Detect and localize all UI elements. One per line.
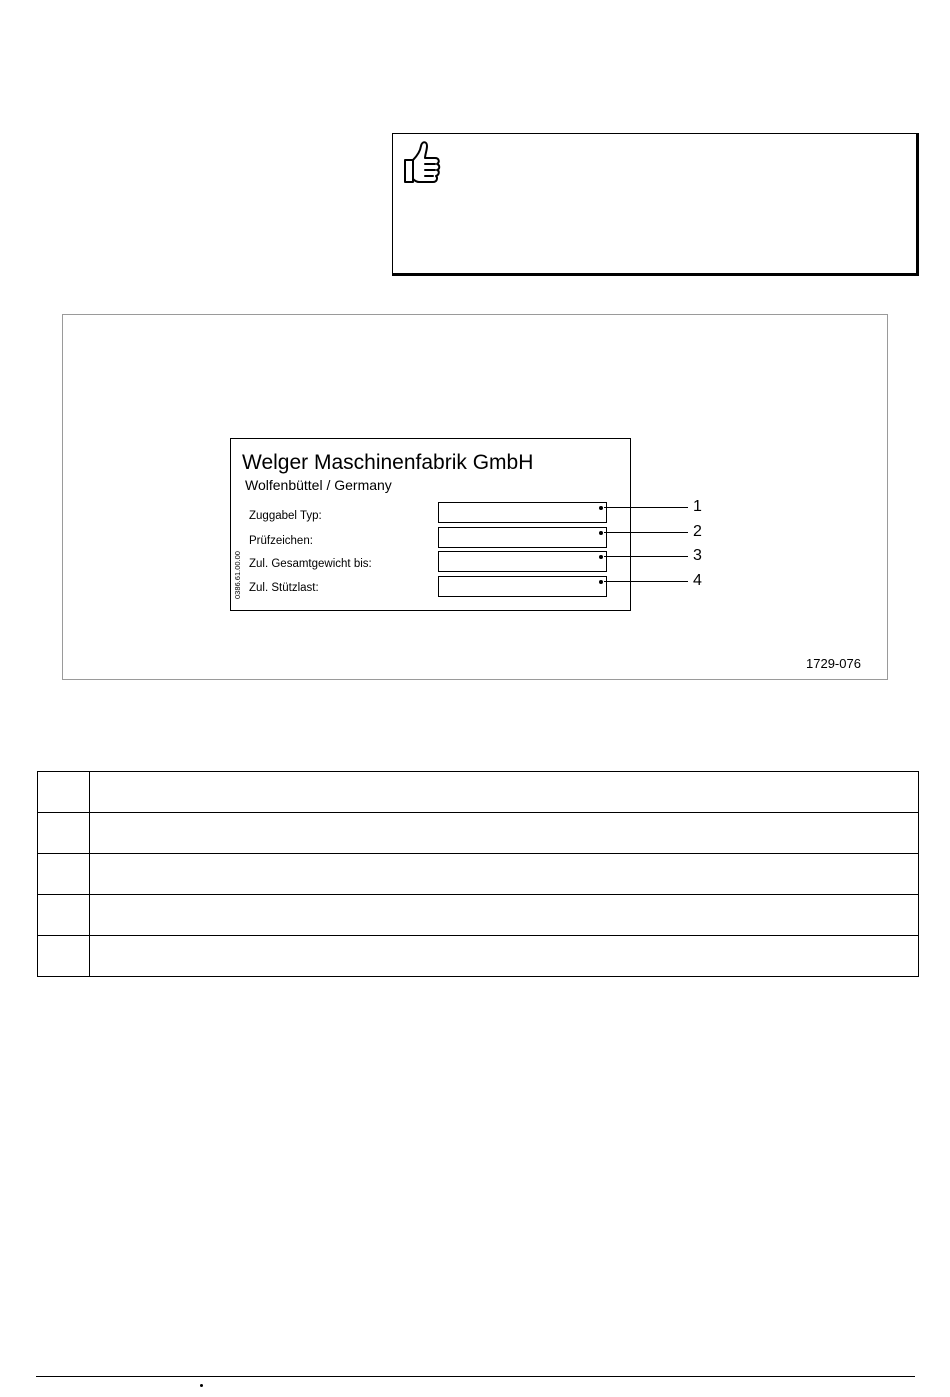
callout-2: 2: [693, 523, 702, 540]
note-box: [392, 133, 919, 276]
leader-line-4: [604, 581, 688, 582]
plate-subtitle: Wolfenbüttel / Germany: [245, 477, 392, 493]
footer-rule: [36, 1376, 915, 1377]
table-row: [38, 772, 919, 813]
type-plate: [230, 438, 631, 611]
table-row: [38, 936, 919, 977]
plate-field-1: [438, 502, 607, 523]
legend-num: [38, 936, 90, 977]
legend-table: [37, 771, 919, 977]
legend-text: [90, 813, 919, 854]
callout-4: 4: [693, 572, 702, 589]
plate-label-total-weight: Zul. Gesamtgewicht bis:: [249, 558, 372, 570]
plate-field-dot: [599, 555, 603, 559]
legend-text: [90, 854, 919, 895]
legend-text: [90, 895, 919, 936]
plate-label-test-mark: Prüfzeichen:: [249, 535, 313, 547]
thumbs-up-icon: [401, 138, 447, 188]
legend-num: [38, 854, 90, 895]
callout-1: 1: [693, 498, 702, 515]
plate-field-dot: [599, 531, 603, 535]
plate-label-drawbar-type: Zuggabel Typ:: [249, 510, 322, 522]
plate-code: 0386.61.00.00: [233, 551, 242, 599]
legend-num: [38, 772, 90, 813]
leader-line-1: [604, 507, 688, 508]
plate-field-2: [438, 527, 607, 548]
plate-field-3: [438, 551, 607, 572]
plate-field-dot: [599, 506, 603, 510]
plate-label-support-load: Zul. Stützlast:: [249, 582, 319, 594]
plate-field-dot: [599, 580, 603, 584]
legend-num: [38, 813, 90, 854]
legend-text: [90, 772, 919, 813]
plate-title: Welger Maschinenfabrik GmbH: [242, 451, 534, 474]
footer-dot: [200, 1384, 203, 1387]
table-row: [38, 895, 919, 936]
leader-line-2: [604, 532, 688, 533]
callout-3: 3: [693, 547, 702, 564]
plate-field-4: [438, 576, 607, 597]
figure-id: 1729-076: [806, 656, 861, 671]
table-row: [38, 854, 919, 895]
leader-line-3: [604, 556, 688, 557]
table-row: [38, 813, 919, 854]
legend-num: [38, 895, 90, 936]
legend-text: [90, 936, 919, 977]
